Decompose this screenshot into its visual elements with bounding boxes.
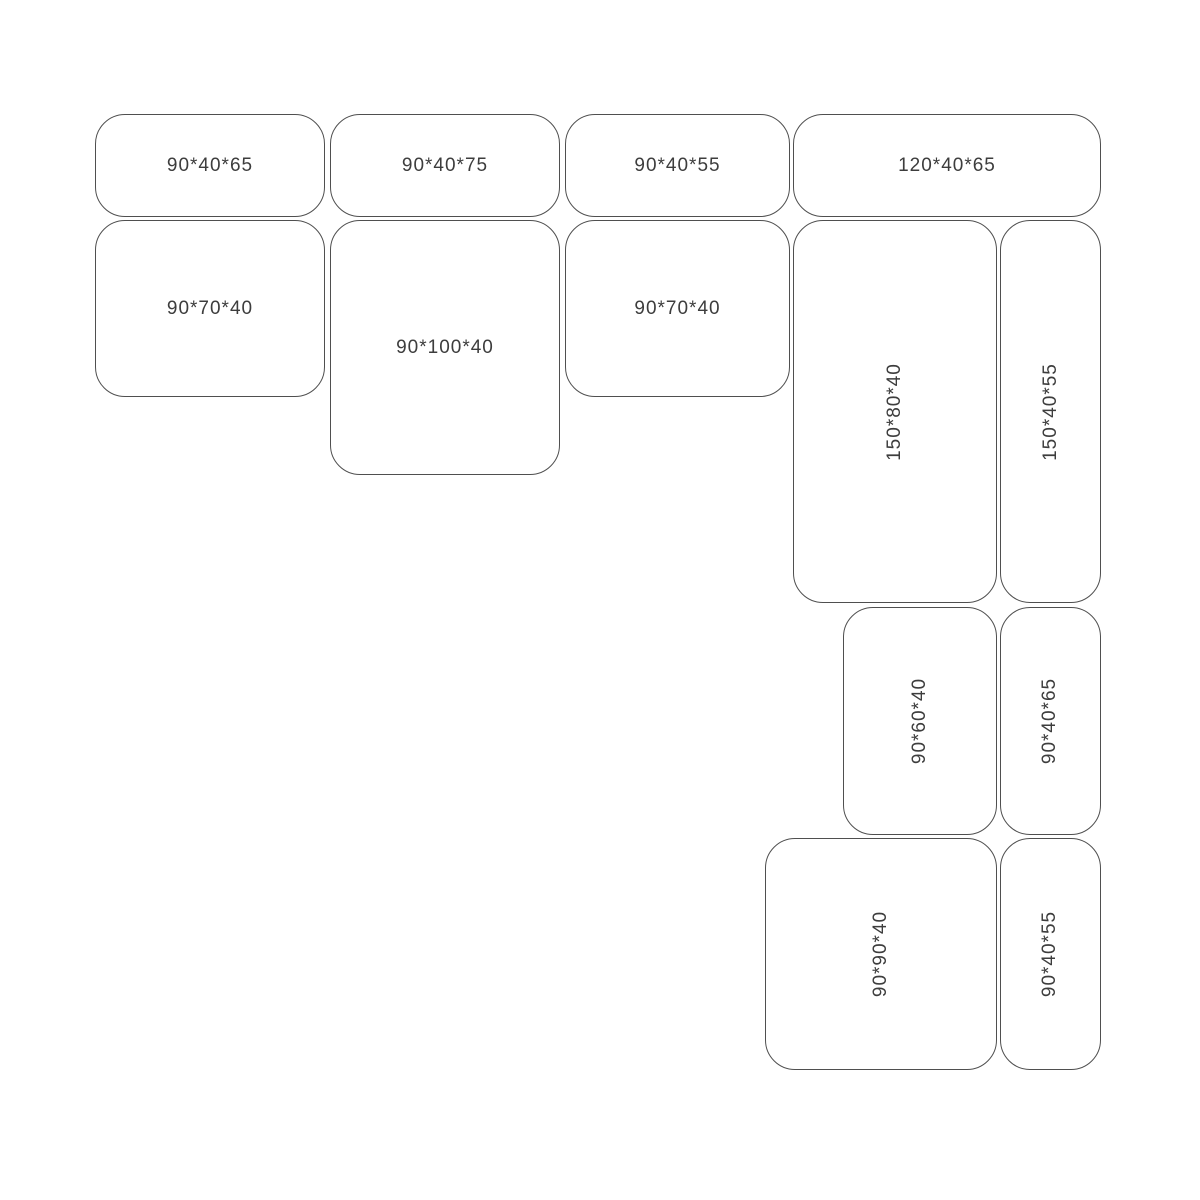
module-dimensions-label: 90*70*40 — [166, 297, 254, 319]
module-box — [330, 114, 560, 217]
module-box — [565, 220, 790, 397]
module-box — [330, 220, 560, 475]
module-dimensions-label: 90*90*40 — [869, 910, 891, 998]
module-box — [793, 220, 997, 603]
module-dimensions-label: 90*60*40 — [908, 677, 930, 765]
module-box — [793, 114, 1101, 217]
module-dimensions-label: 150*40*55 — [1039, 362, 1061, 461]
module-dimensions-label: 90*40*55 — [1039, 910, 1061, 998]
module-dimensions-label: 90*70*40 — [634, 297, 721, 319]
module-dimensions-label: 120*40*65 — [898, 154, 996, 176]
module-dimensions-label: 90*40*65 — [1039, 677, 1061, 765]
module-box — [765, 838, 997, 1070]
module-dimensions-label: 90*40*65 — [166, 154, 254, 176]
module-dimensions-label: 150*80*40 — [883, 362, 905, 461]
module-box — [1000, 607, 1101, 835]
module-box — [1000, 838, 1101, 1070]
module-box — [843, 607, 997, 835]
module-box — [1000, 220, 1101, 603]
module-box — [565, 114, 790, 217]
module-box — [95, 114, 325, 217]
module-box — [95, 220, 325, 397]
module-dimensions-label: 90*40*55 — [634, 154, 721, 176]
module-dimensions-label: 90*100*40 — [396, 336, 494, 358]
module-dimensions-label: 90*40*75 — [401, 154, 489, 176]
